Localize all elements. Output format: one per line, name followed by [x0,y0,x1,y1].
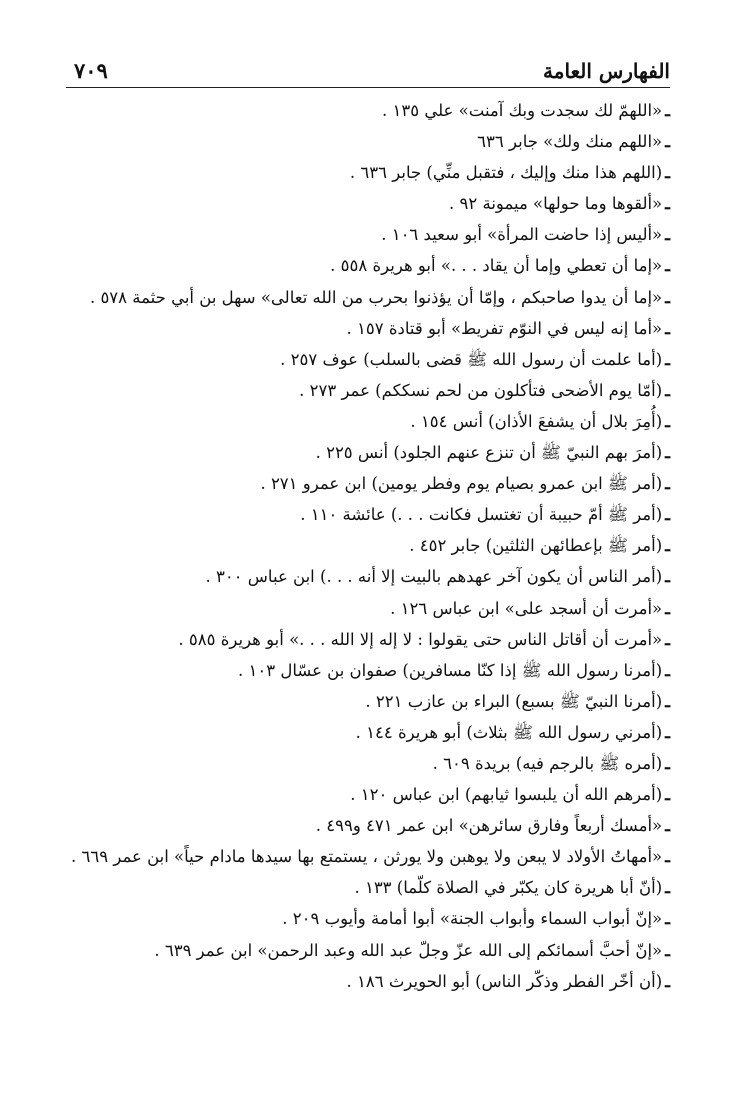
entry-dash-marker: ـ [665,567,670,587]
index-entry [70,624,670,655]
entry-text: (أمرني رسول الله ﷺ بثلاث) أبو هريرة ١٤٤ . [355,722,663,742]
entry-dash-marker: ـ [665,380,670,400]
entry-text: (أمرنا رسول الله ﷺ إذا كنّا مسافرين) صفوان بن عسّال ١٠٣ . [238,660,663,680]
entry-text: (أمرنا النبيّ ﷺ بسبع) البراء بن عازب ٢٢١ . [365,691,663,711]
index-entry [70,95,670,126]
index-entry [70,499,670,530]
entry-text: (أمّا يوم الأضحى فتأكلون من لحم نسككم) عمر ٢٧٣ . [299,380,663,400]
entry-text: «اللهم منك ولك» جابر ٦٣٦ [477,132,663,152]
entry-text: «أمرت أن أقاتل الناس حتى يقولوا : لا إله إلا الله . . .» أبو هريرة ٥٨٥ . [178,629,663,649]
entry-dash-marker: ـ [665,878,670,898]
index-entry [70,748,670,779]
entry-dash-marker: ـ [665,753,670,773]
index-entry [70,126,670,157]
entry-text: (أمرَ بهم النبيّ ﷺ أن تنزع عنهم الجلود) أنس ٢٢٥ . [315,443,663,463]
index-entry-list [70,95,670,997]
index-entry [70,903,670,934]
entry-dash-marker: ـ [665,225,670,245]
entry-text: (أمر ﷺ أمّ حبيبة أن تغتسل فكانت . . .) عائشة ١١٠ . [300,505,663,525]
entry-dash-marker: ـ [665,194,670,214]
entry-text: (أمر الناس أن يكون آخر عهدهم بالبيت إلا أنه . . .) ابن عباس ٣٠٠ . [205,567,663,587]
index-entry [70,593,670,624]
index-entry [70,872,670,903]
entry-text: «ألقوها وما حولها» ميمونة ٩٢ . [449,194,663,214]
index-entry [70,375,670,406]
index-entry [70,282,670,313]
entry-text: «إنّ أبواب السماء وأبواب الجنة» أبوا أمامة وأيوب ٢٠٩ . [282,909,663,929]
entry-text: (أمر ﷺ ابن عمرو بصيام يوم وفطر يومين) ابن عمرو ٢٧١ . [260,474,663,494]
entry-text: «أمهاتُ الأولاد لا يبعن ولا يوهبن ولا يورثن ، يستمتع بها سيدها مادام حياً» ابن عمر ٦٦٩ . [71,847,663,867]
index-entry [70,966,670,997]
entry-dash-marker: ـ [665,722,670,742]
entry-dash-marker: ـ [665,691,670,711]
running-title: الفهارس العامة [543,59,670,83]
index-entry [70,810,670,841]
entry-dash-marker: ـ [665,443,670,463]
entry-dash-marker: ـ [665,411,670,431]
index-entry [70,313,670,344]
index-entry [70,935,670,966]
entry-dash-marker: ـ [665,940,670,960]
index-entry [70,344,670,375]
index-entry [70,219,670,250]
entry-text: «اللهمّ لك سجدت وبك آمنت» علي ١٣٥ . [382,101,663,120]
entry-text: (أمر ﷺ بإعطائهن الثلثين) جابر ٤٥٢ . [409,536,663,556]
index-entry [70,406,670,437]
entry-dash-marker: ـ [665,660,670,680]
entry-dash-marker: ـ [665,101,670,120]
entry-text: «أمسك أربعاً وفارق سائرهن» ابن عمر ٤٧١ و٤٩٩ . [315,816,663,836]
entry-dash-marker: ـ [665,287,670,307]
entry-text: «إنّ أحبَّ أسمائكم إلى الله عزّ وجلّ عبد الله وعبد الرحمن» ابن عمر ٦٣٩ . [154,940,663,960]
entry-text: «أليس إذا حاضت المرأة» أبو سعيد ١٠٦ . [381,225,663,245]
index-entry [70,157,670,188]
entry-text: (أنّ أبا هريرة كان يكبّر في الصلاة كلّما) ١٣٣ . [354,878,663,898]
entry-dash-marker: ـ [665,909,670,929]
index-entry [70,561,670,592]
entry-text: (أمرهم الله أن يلبسوا ثيابهم) ابن عباس ١٢٠ . [350,785,663,805]
entry-dash-marker: ـ [665,816,670,836]
index-entry [70,530,670,561]
entry-text: (أن أخّر الفطر وذكّر الناس) أبو الحويرث ١٨٦ . [346,971,663,991]
index-entry [70,250,670,281]
index-entry [70,437,670,468]
entry-text: (أما علمت أن رسول الله ﷺ قضى بالسلب) عوف ٢٥٧ . [280,349,663,369]
index-entry [70,779,670,810]
page-number: ٧٠٩ [74,58,108,83]
entry-text: «أما إنه ليس في النوّم تفريط» أبو قتادة ١٥٧ . [346,318,663,338]
index-entry [70,655,670,686]
entry-dash-marker: ـ [665,163,670,183]
entry-text: «إما أن يدوا صاحبكم ، وإمّا أن يؤذنوا بحرب من الله تعالى» سهل بن أبي حثمة ٥٧٨ . [89,287,663,307]
entry-dash-marker: ـ [665,971,670,991]
entry-text: (أمره ﷺ بالرجم فيه) بريدة ٦٠٩ . [432,753,663,773]
entry-dash-marker: ـ [665,536,670,556]
header-rule [66,87,670,88]
index-entry [70,841,670,872]
entry-text: (اللهم هذا منك وإليك ، فتقبل منِّي) جابر ٦٣٦ . [349,163,663,183]
entry-text: «أمرت أن أسجد على» ابن عباس ١٢٦ . [390,598,663,618]
entry-dash-marker: ـ [665,785,670,805]
entry-dash-marker: ـ [665,598,670,618]
running-header [66,56,670,86]
entry-text: «إما أن تعطي وإما أن يقاد . . .» أبو هريرة ٥٥٨ . [330,256,663,276]
entry-dash-marker: ـ [665,505,670,525]
entry-dash-marker: ـ [665,474,670,494]
entry-dash-marker: ـ [665,132,670,152]
entry-dash-marker: ـ [665,349,670,369]
index-entry [70,686,670,717]
entry-dash-marker: ـ [665,629,670,649]
index-entry [70,468,670,499]
index-entry [70,188,670,219]
entry-dash-marker: ـ [665,318,670,338]
entry-text: (أُمِرَ بلال أن يشفعَ الأذان) أنس ١٥٤ . [410,411,663,431]
entry-dash-marker: ـ [665,847,670,867]
entry-dash-marker: ـ [665,256,670,276]
index-entry [70,717,670,748]
